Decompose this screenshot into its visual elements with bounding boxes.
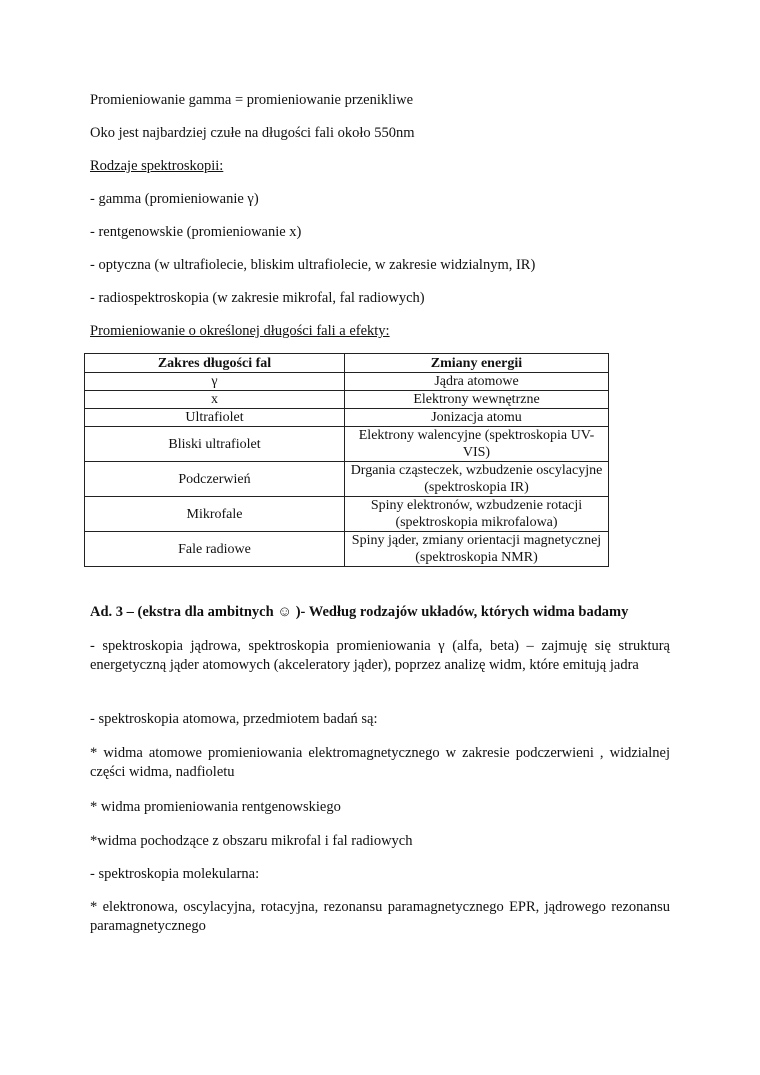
table-cell: Bliski ultrafiolet bbox=[85, 427, 345, 462]
table-cell: Fale radiowe bbox=[85, 532, 345, 567]
table-cell: Jonizacja atomu bbox=[345, 409, 609, 427]
paragraph: - spektroskopia jądrowa, spektroskopia promieniowania γ (alfa, beta) – zajmuję się strukturą energetyczną jąder atomowych (akceleratory jąder), poprzez analizę widm, które emitują jadra bbox=[90, 638, 670, 673]
table-cell: Mikrofale bbox=[85, 497, 345, 532]
table-cell: x bbox=[85, 391, 345, 409]
text-line: Oko jest najbardziej czułe na długości fali około 550nm bbox=[90, 125, 415, 141]
paragraph: - spektroskopia atomowa, przedmiotem badań są: bbox=[90, 711, 378, 727]
table-cell: Elektrony wewnętrzne bbox=[345, 391, 609, 409]
table-cell: Elektrony walencyjne (spektroskopia UV-VIS) bbox=[345, 427, 609, 462]
table-cell: γ bbox=[85, 373, 345, 391]
table-cell: Jądra atomowe bbox=[345, 373, 609, 391]
section-subtitle: Rodzaje spektroskopii: bbox=[90, 158, 224, 174]
table-row bbox=[85, 427, 609, 462]
list-item: - rentgenowskie (promieniowanie x) bbox=[90, 224, 302, 240]
table-row bbox=[85, 391, 609, 409]
paragraph: * widma atomowe promieniowania elektromagnetycznego w zakresie podczerwieni , widzialnej części widma, nadfioletu bbox=[90, 745, 670, 780]
table-cell: Spiny jąder, zmiany orientacji magnetycznej (spektroskopia NMR) bbox=[345, 532, 609, 567]
table-row bbox=[85, 532, 609, 567]
table-cell: Podczerwień bbox=[85, 462, 345, 497]
list-item: - gamma (promieniowanie γ) bbox=[90, 191, 259, 207]
paragraph: * elektronowa, oscylacyjna, rotacyjna, rezonansu paramagnetycznego EPR, jądrowego rezonansu paramagnetycznego bbox=[90, 899, 670, 934]
paragraph: * widma promieniowania rentgenowskiego bbox=[90, 799, 341, 815]
paragraph: *widma pochodzące z obszaru mikrofal i fal radiowych bbox=[90, 833, 413, 849]
table-cell: Drgania cząsteczek, wzbudzenie oscylacyjne (spektroskopia IR) bbox=[345, 462, 609, 497]
table-row bbox=[85, 409, 609, 427]
section-heading: Ad. 3 – (ekstra dla ambitnych ☺ )- Według rodzajów układów, których widma badamy bbox=[90, 604, 629, 620]
table-row bbox=[85, 373, 609, 391]
table-header: Zmiany energii bbox=[345, 354, 609, 373]
spectrum-table bbox=[84, 353, 609, 567]
list-item: - radiospektroskopia (w zakresie mikrofal, fal radiowych) bbox=[90, 290, 425, 306]
table-row bbox=[85, 462, 609, 497]
table-caption: Promieniowanie o określonej długości fali a efekty: bbox=[90, 323, 390, 339]
list-item: - optyczna (w ultrafiolecie, bliskim ultrafiolecie, w zakresie widzialnym, IR) bbox=[90, 257, 536, 273]
table-cell: Spiny elektronów, wzbudzenie rotacji (spektroskopia mikrofalowa) bbox=[345, 497, 609, 532]
text-line: Promieniowanie gamma = promieniowanie przenikliwe bbox=[90, 92, 414, 108]
table-cell: Ultrafiolet bbox=[85, 409, 345, 427]
table-row bbox=[85, 497, 609, 532]
paragraph: - spektroskopia molekularna: bbox=[90, 866, 260, 882]
table-header: Zakres długości fal bbox=[85, 354, 345, 373]
